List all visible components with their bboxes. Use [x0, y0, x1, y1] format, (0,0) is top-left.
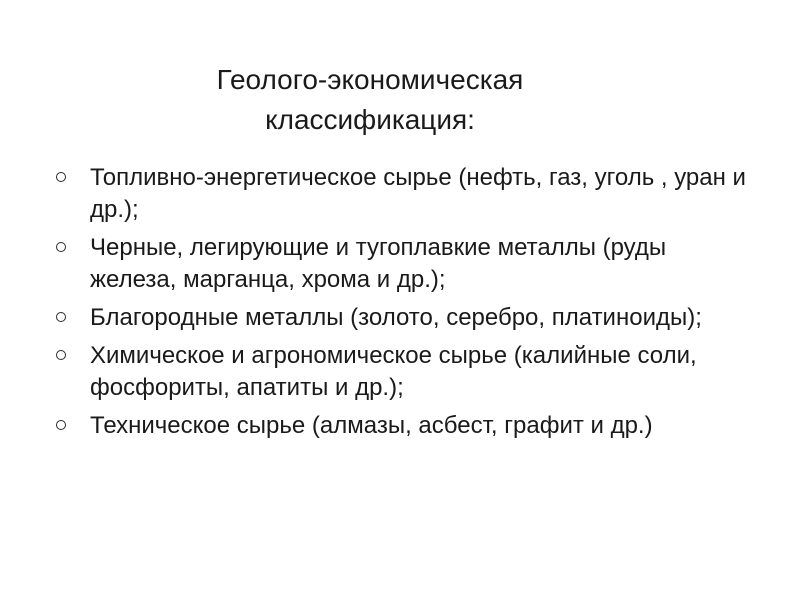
list-item-text: Химическое и агрономическое сырье (калийные соли, фосфориты, апатиты и др.); [90, 342, 697, 401]
slide-title [150, 60, 590, 140]
list-item [56, 340, 746, 404]
title-line-2: классификация: [265, 104, 475, 135]
list-item-text: Черные, легирующие и тугоплавкие металлы (руды железа, марганца, хрома и др.); [90, 234, 667, 293]
hollow-circle-icon [56, 312, 66, 322]
hollow-circle-icon [56, 350, 66, 360]
list-item [56, 232, 746, 296]
list-item-text: Топливно-энергетическое сырье (нефть, газ, уголь , уран и др.); [90, 164, 746, 223]
hollow-circle-icon [56, 242, 66, 252]
classification-list [56, 162, 746, 448]
list-item [56, 162, 746, 226]
hollow-circle-icon [56, 420, 66, 430]
list-item-text: Благородные металлы (золото, серебро, платиноиды); [90, 304, 702, 331]
hollow-circle-icon [56, 172, 66, 182]
list-item [56, 302, 746, 334]
title-line-1: Геолого-экономическая [216, 64, 524, 95]
list-item [56, 410, 746, 442]
list-item-text: Техническое сырье (алмазы, асбест, графит и др.) [90, 412, 653, 439]
